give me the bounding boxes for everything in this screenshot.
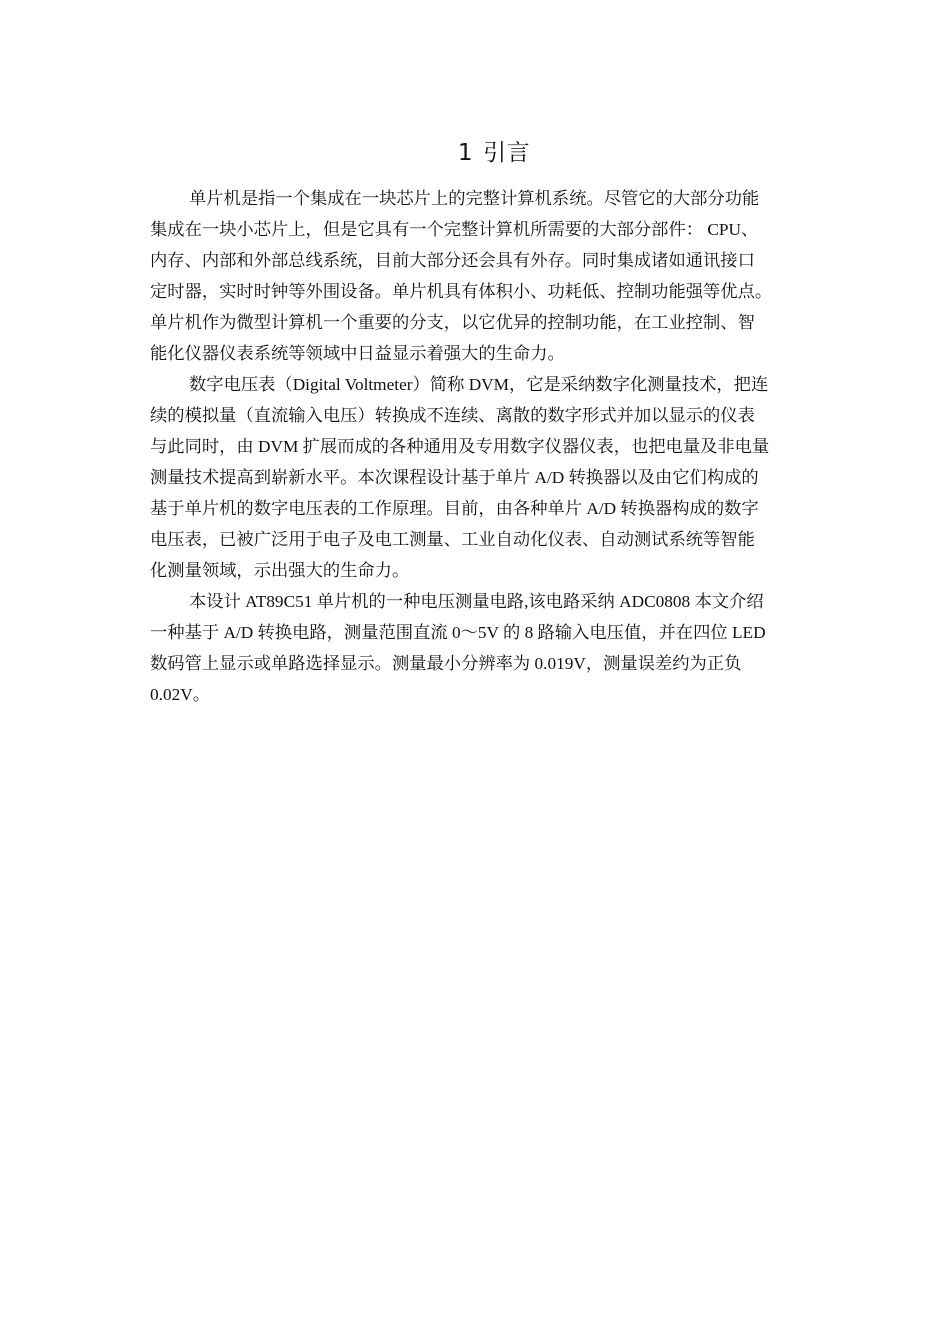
text-line: 测量技术提高到崭新水平。本次课程设计基于单片 A/D 转换器以及由它们构成的 xyxy=(150,468,759,487)
paragraph-dvm xyxy=(150,369,840,586)
text-line: 数字电压表（Digital Voltmeter）简称 DVM，它是采纳数字化测量技术，把连 xyxy=(189,375,769,394)
text-line: 电压表，已被广泛用于电子及电工测量、工业自动化仪表、自动测试系统等智能 xyxy=(150,530,755,549)
text-line: 定时器，实时时钟等外围设备。单片机具有体积小、功耗低、控制功能强等优点。 xyxy=(150,282,773,301)
text-line: 单片机作为微型计算机一个重要的分支，以它优异的控制功能，在工业控制、智 xyxy=(150,313,755,332)
paragraph-intro-mcu xyxy=(150,183,840,369)
text-line: 数码管上显示或单路选择显示。测量最小分辨率为 0.019V，测量误差约为正负 xyxy=(150,654,742,673)
section-title: 引言 xyxy=(483,140,531,166)
text-line: 0.02V。 xyxy=(150,685,211,704)
text-line: 与此同时，由 DVM 扩展而成的各种通用及专用数字仪器仪表，也把电量及非电量 xyxy=(150,437,770,456)
paragraph-design xyxy=(150,586,840,710)
text-line: 单片机是指一个集成在一块芯片上的完整计算机系统。尽管它的大部分功能 xyxy=(189,189,760,208)
text-line: 能化仪器仪表系统等领域中日益显示着强大的生命力。 xyxy=(150,344,565,363)
text-line: 集成在一块小芯片上，但是它具有一个完整计算机所需要的大部分部件： CPU、 xyxy=(150,220,759,239)
text-line: 化测量领域，示出强大的生命力。 xyxy=(150,561,410,580)
text-line: 一种基于 A/D 转换电路，测量范围直流 0～5V 的 8 路输入电压值，并在四位 LED xyxy=(150,623,766,642)
section-number: 1 xyxy=(457,140,474,166)
text-line: 内存、内部和外部总线系统，目前大部分还会具有外存。同时集成诸如通讯接口 xyxy=(150,251,755,270)
text-line: 本设计 AT89C51 单片机的一种电压测量电路,该电路采纳 ADC0808 本文介绍 xyxy=(189,592,764,611)
body-text xyxy=(150,183,840,710)
text-line: 续的模拟量（直流输入电压）转换成不连续、离散的数字形式并加以显示的仪表 xyxy=(150,406,755,425)
text-line: 基于单片机的数字电压表的工作原理。目前，由各种单片 A/D 转换器构成的数字 xyxy=(150,499,759,518)
section-heading xyxy=(0,134,950,172)
